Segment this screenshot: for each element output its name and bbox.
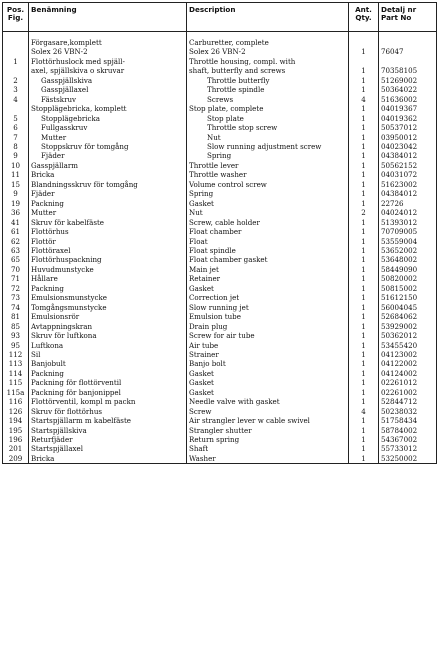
row-part-no: 51623002 [379, 180, 437, 189]
row-part-no: 52844712 [379, 397, 437, 406]
row-pos: 73 [3, 293, 29, 302]
row-qty: 1 [349, 369, 379, 378]
row-part-no: 58449090 [379, 265, 437, 274]
parts-table [2, 2, 437, 464]
header-row [3, 3, 437, 32]
row-description: Float chamber gasket [187, 255, 349, 264]
row-benamning: Tomgångsmunstycke [29, 303, 187, 312]
row-qty: 1 [349, 85, 379, 94]
row-pos [3, 104, 29, 113]
row-part-no [379, 57, 437, 66]
row-part-no: 04124002 [379, 369, 437, 378]
row-benamning: Emulsionsrör [29, 312, 187, 321]
table-row [3, 388, 437, 397]
row-part-no: 53648002 [379, 255, 437, 264]
row-pos: 74 [3, 303, 29, 312]
row-benamning: Flottörhuspackning [29, 255, 187, 264]
row-benamning: Fjäder [29, 189, 187, 198]
row-benamning: axel, spjällskiva o skruvar [29, 66, 187, 75]
row-description: Gasket [187, 369, 349, 378]
row-part-no: 52684062 [379, 312, 437, 321]
row-benamning: Bricka [29, 170, 187, 179]
table-row [3, 265, 437, 274]
row-qty [349, 38, 379, 47]
row-pos: 63 [3, 246, 29, 255]
table-row [3, 378, 437, 387]
row-qty: 1 [349, 76, 379, 85]
row-description: Gasket [187, 378, 349, 387]
row-pos: 71 [3, 274, 29, 283]
row-description: Gasket [187, 199, 349, 208]
row-qty: 1 [349, 359, 379, 368]
table-row [3, 341, 437, 350]
row-part-no: 56004045 [379, 303, 437, 312]
row-benamning: Fullgasskruv [29, 123, 187, 132]
row-benamning: Fästskruv [29, 95, 187, 104]
row-qty: 1 [349, 227, 379, 236]
table-row [3, 397, 437, 406]
table-row [3, 274, 437, 283]
row-description: Emulsion tube [187, 312, 349, 321]
row-qty: 1 [349, 426, 379, 435]
header-pos: Pos. Fig. [3, 3, 29, 32]
table-row [3, 303, 437, 312]
row-benamning: Flottöraxel [29, 246, 187, 255]
row-benamning: Startspjällarm m kabelfäste [29, 416, 187, 425]
row-part-no: 04024012 [379, 208, 437, 217]
row-description: Spring [187, 189, 349, 198]
row-description: Throttle butterfly [187, 76, 349, 85]
row-benamning: Sil [29, 350, 187, 359]
row-qty [349, 57, 379, 66]
row-qty: 1 [349, 416, 379, 425]
row-part-no: 50238032 [379, 407, 437, 416]
row-part-no: 70358105 [379, 66, 437, 75]
row-pos: 115 [3, 378, 29, 387]
row-benamning: Huvudmunstycke [29, 265, 187, 274]
row-part-no: 53652002 [379, 246, 437, 255]
row-pos: 11 [3, 170, 29, 179]
row-benamning: Returfjäder [29, 435, 187, 444]
row-description: Throttle lever [187, 161, 349, 170]
row-pos: 95 [3, 341, 29, 350]
row-pos: 194 [3, 416, 29, 425]
row-part-no: 04123002 [379, 350, 437, 359]
row-benamning: Packning [29, 284, 187, 293]
row-pos [3, 66, 29, 75]
row-description: Drain plug [187, 322, 349, 331]
row-qty: 1 [349, 444, 379, 453]
row-qty: 1 [349, 284, 379, 293]
row-benamning: Avtappningskran [29, 322, 187, 331]
row-description: Slow running jet [187, 303, 349, 312]
row-benamning: Gasspjällaxel [29, 85, 187, 94]
table-row [3, 426, 437, 435]
row-benamning: Skruv för luftkona [29, 331, 187, 340]
row-description: Retainer [187, 274, 349, 283]
row-benamning: Bricka [29, 454, 187, 464]
row-benamning: Gasspjällarm [29, 161, 187, 170]
row-pos: 6 [3, 123, 29, 132]
row-benamning: Packning för banjonippel [29, 388, 187, 397]
row-part-no: 50815002 [379, 284, 437, 293]
row-description: Air strangler lever w cable swivel [187, 416, 349, 425]
row-qty: 1 [349, 454, 379, 464]
row-pos: 9 [3, 189, 29, 198]
row-pos [3, 38, 29, 47]
row-description: Main jet [187, 265, 349, 274]
row-part-no: 22726 [379, 199, 437, 208]
row-part-no: 04384012 [379, 189, 437, 198]
row-part-no [379, 38, 437, 47]
table-row [3, 161, 437, 170]
row-part-no: 02261002 [379, 388, 437, 397]
row-qty: 1 [349, 104, 379, 113]
row-description: Screw [187, 407, 349, 416]
table-row [3, 350, 437, 359]
row-description: Volume control screw [187, 180, 349, 189]
row-part-no: 53250002 [379, 454, 437, 464]
table-row [3, 47, 437, 56]
row-qty: 1 [349, 274, 379, 283]
row-qty: 1 [349, 322, 379, 331]
table-row [3, 151, 437, 160]
table-row [3, 133, 437, 142]
row-description: Nut [187, 133, 349, 142]
table-row [3, 407, 437, 416]
row-pos: 9 [3, 151, 29, 160]
row-description: Return spring [187, 435, 349, 444]
row-pos: 196 [3, 435, 29, 444]
row-description: Strainer [187, 350, 349, 359]
row-description: Throttle spindle [187, 85, 349, 94]
row-qty: 1 [349, 350, 379, 359]
row-qty: 1 [349, 161, 379, 170]
row-description: Strangler shutter [187, 426, 349, 435]
row-pos: 36 [3, 208, 29, 217]
row-benamning: Flottör [29, 237, 187, 246]
row-benamning: Stopplägebricka, komplett [29, 104, 187, 113]
row-qty: 1 [349, 378, 379, 387]
row-pos: 10 [3, 161, 29, 170]
table-row [3, 284, 437, 293]
table-row [3, 180, 437, 189]
row-part-no: 51612150 [379, 293, 437, 302]
row-part-no: 54367002 [379, 435, 437, 444]
row-description: Screw, cable holder [187, 218, 349, 227]
row-part-no: 51758434 [379, 416, 437, 425]
row-qty: 1 [349, 47, 379, 56]
row-pos: 15 [3, 180, 29, 189]
row-part-no: 50562152 [379, 161, 437, 170]
row-pos: 19 [3, 199, 29, 208]
row-description: Nut [187, 208, 349, 217]
table-row [3, 237, 437, 246]
row-part-no: 70709005 [379, 227, 437, 236]
row-benamning: Gasspjällskiva [29, 76, 187, 85]
table-row [3, 293, 437, 302]
row-part-no: 04023042 [379, 142, 437, 151]
row-pos: 116 [3, 397, 29, 406]
row-part-no: 04019367 [379, 104, 437, 113]
row-pos: 70 [3, 265, 29, 274]
row-description: Stop plate, complete [187, 104, 349, 113]
table-row [3, 359, 437, 368]
row-pos: 61 [3, 227, 29, 236]
row-benamning: Fjäder [29, 151, 187, 160]
table-row [3, 76, 437, 85]
row-description: Float chamber [187, 227, 349, 236]
table-row [3, 312, 437, 321]
table-row [3, 369, 437, 378]
table-row [3, 208, 437, 217]
row-qty: 1 [349, 331, 379, 340]
row-benamning: Luftkona [29, 341, 187, 350]
row-qty: 1 [349, 255, 379, 264]
row-description: Throttle washer [187, 170, 349, 179]
row-description: Air tube [187, 341, 349, 350]
row-benamning: Flottörventil, kompl m packn [29, 397, 187, 406]
row-qty: 2 [349, 208, 379, 217]
header-qty: Ant. Qty. [349, 3, 379, 32]
row-description: Solex 26 VBN-2 [187, 47, 349, 56]
row-part-no: 04019362 [379, 114, 437, 123]
row-description: Shaft [187, 444, 349, 453]
table-row [3, 66, 437, 75]
row-benamning: Mutter [29, 133, 187, 142]
row-part-no: 58784002 [379, 426, 437, 435]
row-benamning: Skruv för flottörhus [29, 407, 187, 416]
row-part-no: 51636002 [379, 95, 437, 104]
row-pos: 115a [3, 388, 29, 397]
row-qty: 1 [349, 293, 379, 302]
table-row [3, 246, 437, 255]
row-pos: 112 [3, 350, 29, 359]
row-qty: 1 [349, 388, 379, 397]
row-pos [3, 47, 29, 56]
row-pos: 72 [3, 284, 29, 293]
row-qty: 1 [349, 246, 379, 255]
row-description: Spring [187, 151, 349, 160]
row-description: Banjo bolt [187, 359, 349, 368]
table-row [3, 255, 437, 264]
row-pos: 195 [3, 426, 29, 435]
row-pos: 114 [3, 369, 29, 378]
row-description: shaft, butterfly and screws [187, 66, 349, 75]
row-benamning: Mutter [29, 208, 187, 217]
header-description: Description [187, 3, 349, 32]
table-row [3, 218, 437, 227]
row-qty: 1 [349, 114, 379, 123]
row-description: Float spindle [187, 246, 349, 255]
row-pos: 2 [3, 76, 29, 85]
table-row [3, 123, 437, 132]
row-qty: 4 [349, 407, 379, 416]
table-row [3, 199, 437, 208]
table-row [3, 170, 437, 179]
table-row [3, 331, 437, 340]
row-pos: 5 [3, 114, 29, 123]
table-row [3, 85, 437, 94]
header-benamning: Benämning [29, 3, 187, 32]
row-pos: 93 [3, 331, 29, 340]
row-part-no: 50820002 [379, 274, 437, 283]
row-part-no: 53929002 [379, 322, 437, 331]
row-part-no: 04122002 [379, 359, 437, 368]
row-part-no: 53559004 [379, 237, 437, 246]
row-description: Correction jet [187, 293, 349, 302]
row-qty: 1 [349, 312, 379, 321]
row-benamning: Blandningsskruv för tomgång [29, 180, 187, 189]
row-pos: 126 [3, 407, 29, 416]
row-part-no: 55733012 [379, 444, 437, 453]
row-description: Gasket [187, 388, 349, 397]
table-row [3, 38, 437, 47]
row-benamning: Banjobult [29, 359, 187, 368]
row-pos: 8 [3, 142, 29, 151]
table-row [3, 142, 437, 151]
row-part-no: 53455420 [379, 341, 437, 350]
row-part-no: 50364022 [379, 85, 437, 94]
table-row [3, 322, 437, 331]
row-pos: 201 [3, 444, 29, 453]
table-row [3, 416, 437, 425]
row-qty: 1 [349, 123, 379, 132]
row-part-no: 50362012 [379, 331, 437, 340]
row-qty: 1 [349, 133, 379, 142]
row-benamning: Emulsionsmunstycke [29, 293, 187, 302]
row-benamning: Solex 26 VBN-2 [29, 47, 187, 56]
row-pos: 7 [3, 133, 29, 142]
table-row [3, 104, 437, 113]
row-qty: 1 [349, 199, 379, 208]
row-benamning: Stopplägebricka [29, 114, 187, 123]
row-benamning: Flottörhus [29, 227, 187, 236]
table-row [3, 189, 437, 198]
row-description: Washer [187, 454, 349, 464]
row-description: Needle valve with gasket [187, 397, 349, 406]
header-part-no: Detalj nr Part No [379, 3, 437, 32]
row-benamning: Skruv för kabelfäste [29, 218, 187, 227]
row-benamning: Förgasare,komplett [29, 38, 187, 47]
row-benamning: Packning [29, 369, 187, 378]
row-qty: 1 [349, 435, 379, 444]
row-description: Screws [187, 95, 349, 104]
row-pos: 209 [3, 454, 29, 464]
table-row [3, 57, 437, 66]
row-pos: 62 [3, 237, 29, 246]
row-pos: 1 [3, 57, 29, 66]
row-part-no: 50537012 [379, 123, 437, 132]
row-qty: 4 [349, 95, 379, 104]
table-row [3, 435, 437, 444]
row-pos: 3 [3, 85, 29, 94]
row-description: Throttle housing, compl. with [187, 57, 349, 66]
row-description: Carburetter, complete [187, 38, 349, 47]
row-part-no: 03950012 [379, 133, 437, 142]
row-description: Stop plate [187, 114, 349, 123]
row-qty: 1 [349, 170, 379, 179]
row-pos: 4 [3, 95, 29, 104]
row-description: Throttle stop screw [187, 123, 349, 132]
row-part-no: 51269002 [379, 76, 437, 85]
row-pos: 81 [3, 312, 29, 321]
row-qty: 1 [349, 397, 379, 406]
row-qty: 1 [349, 189, 379, 198]
row-benamning: Startspjällskiva [29, 426, 187, 435]
row-part-no: 04384012 [379, 151, 437, 160]
table-row [3, 227, 437, 236]
row-part-no: 04031072 [379, 170, 437, 179]
row-pos: 113 [3, 359, 29, 368]
row-qty: 1 [349, 303, 379, 312]
row-qty: 1 [349, 151, 379, 160]
table-row [3, 454, 437, 464]
row-description: Float [187, 237, 349, 246]
row-qty: 1 [349, 265, 379, 274]
row-description: Screw for air tube [187, 331, 349, 340]
row-pos: 85 [3, 322, 29, 331]
row-benamning: Stoppskruv för tomgång [29, 142, 187, 151]
row-qty: 1 [349, 66, 379, 75]
row-qty: 1 [349, 180, 379, 189]
row-benamning: Packning för flottörventil [29, 378, 187, 387]
row-part-no: 02261012 [379, 378, 437, 387]
row-benamning: Hållare [29, 274, 187, 283]
table-row [3, 444, 437, 453]
row-benamning: Flottörhuslock med spjäll- [29, 57, 187, 66]
parts-rows [3, 32, 437, 464]
table-row [3, 114, 437, 123]
row-benamning: Startspjällaxel [29, 444, 187, 453]
row-description: Slow running adjustment screw [187, 142, 349, 151]
row-qty: 1 [349, 237, 379, 246]
parts-list-page [2, 2, 438, 653]
table-row [3, 95, 437, 104]
row-qty: 1 [349, 218, 379, 227]
row-qty: 1 [349, 341, 379, 350]
row-description: Gasket [187, 284, 349, 293]
row-pos: 65 [3, 255, 29, 264]
row-part-no: 76047 [379, 47, 437, 56]
row-part-no: 51393012 [379, 218, 437, 227]
row-pos: 41 [3, 218, 29, 227]
row-benamning: Packning [29, 199, 187, 208]
row-qty: 1 [349, 142, 379, 151]
